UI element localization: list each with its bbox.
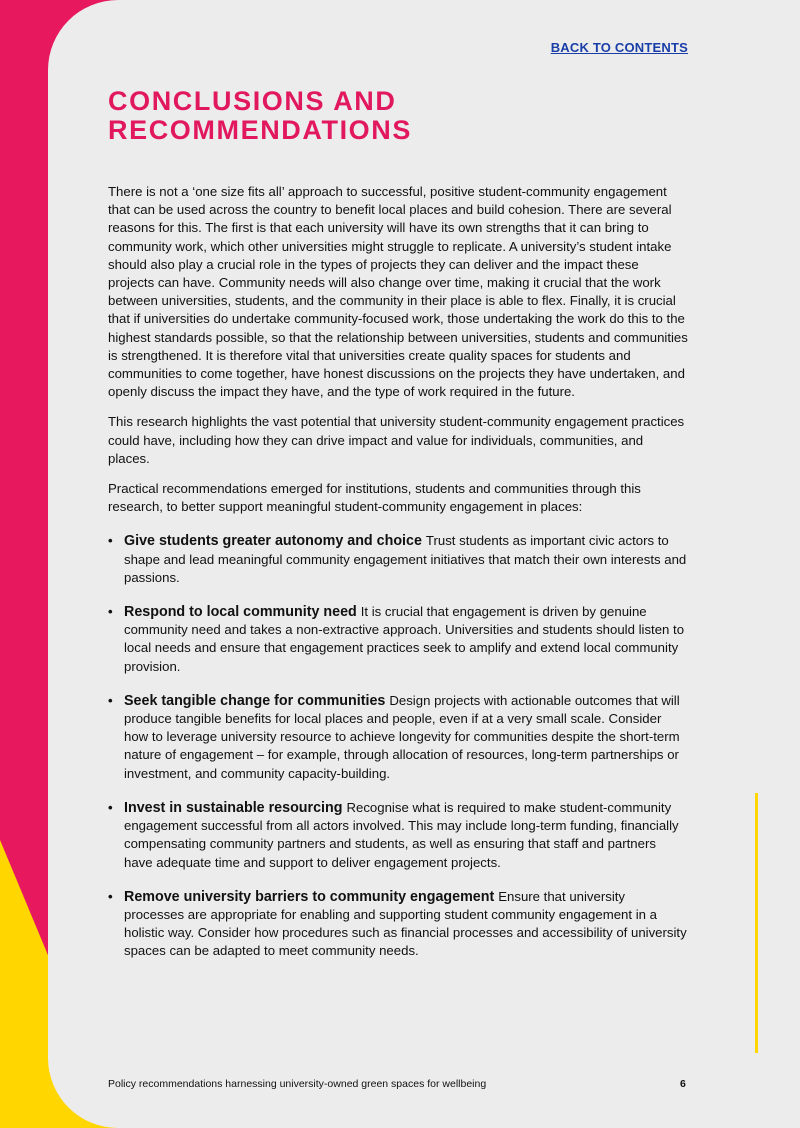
recommendation-item (108, 799, 688, 872)
bullet-icon: • (108, 692, 113, 708)
recommendation-text: Recognise what is required to make student-community engagement successful from all actors involved. This may include long-term funding, financially compensating community partners and students, as well as ensuring that staff and partners have adequate time and support to deliver engagement projects. (124, 799, 679, 870)
recommendation-text: It is crucial that engagement is driven by genuine community need and takes a non-extractive approach. Universities and students should listen to local needs and ensure that engagement practices seek to amplify and extend local community provision. (124, 604, 685, 674)
page-sheet (48, 0, 800, 1128)
title-line-2: RECOMMENDATIONS (108, 115, 412, 145)
recommendation-item (108, 603, 688, 676)
footer-title: Policy recommendations harnessing university-owned green spaces for wellbeing (108, 1078, 487, 1090)
body-content (108, 183, 688, 977)
back-to-contents-link[interactable]: BACK TO CONTENTS (550, 40, 688, 55)
bullet-icon: • (108, 888, 113, 904)
paragraph-potential: This research highlights the vast potential that university student-community engagement practices could have, including how they can drive impact and value for individuals, communities, and places. (108, 414, 685, 466)
paragraph-intro: There is not a ‘one size fits all’ approach to successful, positive student-community engagement that can be used across the country to benefit local places and build cohesion. There are several reasons for this. The first is that each university will have its own strengths that it can bring to community work, which other universities might struggle to replicate. A university’s student intake should also play a crucial role in the types of projects they can deliver and the impact these projects can have. Community needs will also change over time, making it crucial that the work between universities, students, and the community in their place is able to flex. Finally, it is crucial that if universities do undertake community-focused work, those undertaking the work do this to the highest standards possible, so that the relationship between universities, students and communities is strengthened. It is therefore vital that universities create quality spaces for students and communities to come together, have honest discussions on the projects they have undertaken, and openly discuss the impact they have, and the type of work required in the future. (108, 184, 688, 400)
recommendation-heading: Remove university barriers to community engagement (124, 888, 499, 905)
bullet-icon: • (108, 604, 113, 620)
recommendation-heading: Give students greater autonomy and choice (124, 533, 426, 550)
recommendation-item (108, 532, 688, 587)
recommendations-list (108, 532, 688, 960)
recommendation-text: Design projects with actionable outcomes that will produce tangible benefits for local places and people, even if at a very small scale. Consider how to leverage university resource to achieve longevity for communities despite the short-term nature of engagement – for example, through allocation of resources, long-term partnerships or investment, and community capacity-building. (124, 692, 680, 781)
paragraph-recommendations-lead: Practical recommendations emerged for institutions, students and communities through this research, to better support meaningful student-community engagement in places: (108, 481, 641, 515)
bullet-icon: • (108, 533, 113, 549)
page-title (108, 87, 708, 145)
recommendation-text: Trust students as important civic actors to shape and lead meaningful community engagement initiatives that match their own interests and passions. (124, 533, 687, 585)
yellow-accent-rule (755, 793, 758, 1053)
recommendation-heading: Invest in sustainable resourcing (124, 799, 347, 816)
bullet-icon: • (108, 799, 113, 815)
page-number: 6 (680, 1078, 686, 1090)
recommendation-text: Ensure that university processes are appropriate for enabling and supporting student community engagement in a holistic way. Consider how procedures such as financial processes and accessibility of university spaces can be adapted to meet community needs. (124, 888, 687, 959)
recommendation-item (108, 692, 688, 783)
recommendation-heading: Seek tangible change for communities (124, 692, 390, 709)
recommendation-heading: Respond to local community need (124, 604, 361, 621)
title-line-1: CONCLUSIONS AND (108, 86, 397, 116)
recommendation-item (108, 888, 688, 961)
